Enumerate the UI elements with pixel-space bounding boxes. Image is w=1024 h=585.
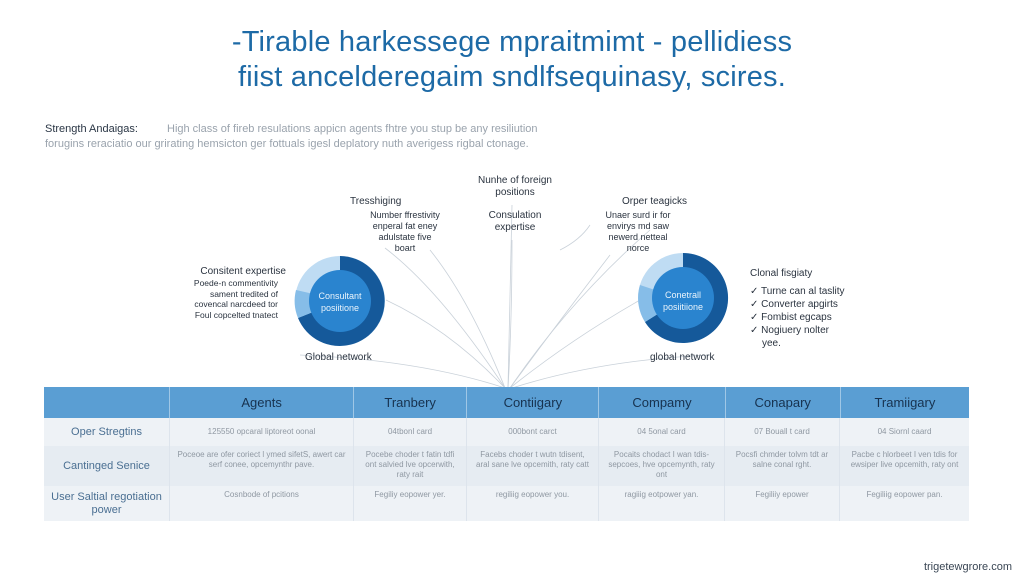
left-circle-label-2: posiitione bbox=[320, 303, 360, 313]
intro-text-2: forugins reraciatio our grirating hemsicton ger fottuals igesl deplatory nuth averigess rigbal ctonage. bbox=[45, 138, 529, 150]
table-cell: Facebs choder t wutn tdisent, aral sane lve opcemith, raty catt bbox=[467, 446, 599, 486]
row-header: Oper Stregtins bbox=[44, 418, 170, 446]
table-cell: Pacbe c hlorbeet I ven tdis for ewsiper live opcemith, raty ont bbox=[850, 450, 959, 469]
title-line-1: -Tirable harkessege mpraitmimt - pellidiess bbox=[231, 26, 793, 58]
intro-label: Strength Andaigas: bbox=[45, 123, 138, 135]
header-cell: Agents bbox=[170, 387, 354, 418]
table-row bbox=[44, 446, 969, 486]
label-unaer-block: Unaer surd ir for envirys md saw newerd netteal norce bbox=[605, 210, 671, 253]
table-cell: Fegiliig eopower pan. bbox=[866, 490, 943, 499]
header-cell bbox=[44, 387, 170, 418]
check-list bbox=[750, 285, 845, 350]
header-cell: Contiigary bbox=[467, 387, 599, 418]
table-cell: 04tbonl card bbox=[354, 418, 467, 446]
comparison-table bbox=[44, 387, 969, 521]
table-cell: ragiiig eotpower yan. bbox=[599, 486, 725, 521]
table-cell: Pocebe choder t fatin tdfi ont salvied lve opcerwith, raty rait bbox=[354, 446, 467, 486]
row-header: User Saltial regotiation power bbox=[44, 486, 170, 521]
footer-watermark: trigetewgrore.com bbox=[923, 561, 1012, 573]
left-donut-center bbox=[309, 270, 371, 332]
left-donut-chart bbox=[295, 256, 385, 346]
table-cell: Pocsfi chmder tolvm tdt ar salne conal rght. bbox=[725, 446, 840, 486]
table-row bbox=[44, 418, 969, 446]
check-item: ✓ Fombist egcaps bbox=[750, 312, 832, 323]
check-item: ✓ Nogiuery nolter bbox=[750, 325, 829, 336]
label-consulation: Consulation expertise bbox=[488, 210, 542, 233]
label-orper: Orper teagicks bbox=[622, 196, 688, 207]
right-circle-label-2: posiitiione bbox=[662, 302, 704, 312]
label-consitent-block: Poede-n commentivity sament tredited of covencal narcdeed tor Foul copcelted tnatect bbox=[193, 278, 278, 320]
table-cell: 000bont carct bbox=[467, 418, 599, 446]
label-consitent: Consitent expertise bbox=[200, 266, 286, 277]
table-cell: 07 Bouall t card bbox=[725, 418, 840, 446]
table-cell: 04 5onal card bbox=[599, 418, 725, 446]
label-global-right: global network bbox=[650, 352, 715, 363]
table-cell: 125550 opcaral liptoreot oonal bbox=[170, 418, 354, 446]
check-item: yee. bbox=[762, 338, 781, 349]
table-cell: Fegiliy eopower yer. bbox=[354, 486, 467, 521]
right-circle-label-1: Conetrall bbox=[664, 290, 702, 300]
title-line-2: fiist ancelderegaim sndlfsequinasy, scires. bbox=[237, 61, 787, 93]
row-header: Cantinged Senice bbox=[44, 446, 170, 486]
table-cell: Fegiliiy epower bbox=[725, 486, 840, 521]
table-cell: Cosnbode of pcitions bbox=[170, 486, 354, 521]
label-global-left: Global network bbox=[305, 352, 372, 363]
left-circle-label-1: Consultant bbox=[318, 291, 362, 301]
intro-text-1: High class of fireb resulations appicn agents fhtre you stup be any resiliution bbox=[167, 123, 538, 135]
label-clonal: Clonal fisgiaty bbox=[750, 268, 813, 279]
table-cell: Poceoe are ofer coriect l ymed sifetS, awert car serf conee, opcemynthr pave. bbox=[170, 446, 354, 486]
label-tresshiging: Tresshiging bbox=[350, 196, 402, 207]
header-cell: Conapary bbox=[726, 387, 841, 418]
check-item: ✓ Converter apgirts bbox=[750, 299, 838, 310]
table-cell: 04 Siornl caard bbox=[877, 427, 932, 436]
label-top-center: Nunhe of foreign positions bbox=[478, 175, 552, 198]
table-cell: regiliig eopower you. bbox=[467, 486, 599, 521]
label-number-block: Number ffrestivity enperal fat eney adulstate five boart bbox=[370, 210, 440, 253]
table-row bbox=[44, 486, 969, 521]
header-cell: Tranbery bbox=[354, 387, 467, 418]
table-header bbox=[44, 387, 969, 418]
table-cell: Pocaits chodact I wan tdis-sepcoes, hve opcemynth, raty ont bbox=[599, 446, 725, 486]
header-cell: Tramiigary bbox=[874, 395, 936, 410]
check-item: ✓ Turne can al taslity bbox=[750, 286, 845, 297]
header-cell: Compamy bbox=[599, 387, 725, 418]
